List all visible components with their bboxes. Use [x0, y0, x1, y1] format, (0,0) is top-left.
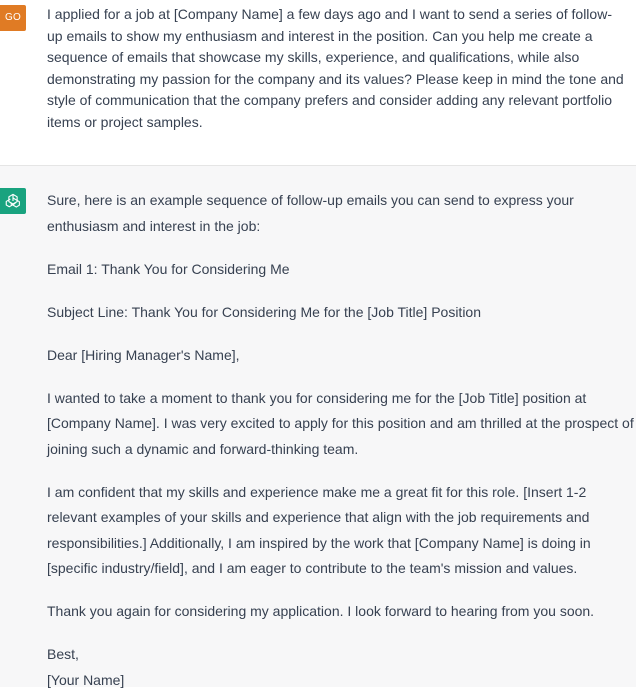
email-subject-line: Subject Line: Thank You for Considering Me for the [Job Title] Position — [47, 300, 636, 326]
user-avatar: GO — [0, 5, 26, 31]
openai-logo-icon — [4, 192, 22, 210]
assistant-intro: Sure, here is an example sequence of follow-up emails you can send to express your enthusiasm and interest in the job: — [47, 188, 636, 239]
email-paragraph: I wanted to take a moment to thank you for considering me for the [Job Title] position at [Company Name]. I was very excited to apply for this position and am thrilled at the prospect of joining such a dynamic and forward-thinking team. — [47, 386, 636, 463]
email-signoff: Best, — [47, 642, 636, 668]
email-paragraph: I am confident that my skills and experience make me a great fit for this role. [Insert 1-2 relevant examples of your skills and experience that align with the job requirements and responsibilities.] Additionally, I am inspired by the work that [Company Name] is doing in [specific industry/field], and I am eager to contribute to the team's mission and values. — [47, 480, 636, 582]
assistant-message-body — [47, 188, 636, 693]
assistant-avatar — [0, 188, 26, 214]
email-signature: [Your Name] — [47, 668, 636, 693]
assistant-message — [0, 166, 636, 687]
email-closing-paragraph: Thank you again for considering my application. I look forward to hearing from you soon. — [47, 599, 636, 625]
email-greeting: Dear [Hiring Manager's Name], — [47, 343, 636, 369]
user-message-text: I applied for a job at [Company Name] a few days ago and I want to send a series of follow-up emails to show my enthusiasm and interest in the position. Can you help me create a sequence of emails that showcase my skills, experience, and qualifications, while also demonstrating my passion for the company and its values? Please keep in mind the tone and style of communication that the company prefers and consider adding any relevant portfolio items or project samples. — [47, 4, 627, 134]
user-message — [0, 0, 636, 166]
email-heading: Email 1: Thank You for Considering Me — [47, 257, 636, 283]
